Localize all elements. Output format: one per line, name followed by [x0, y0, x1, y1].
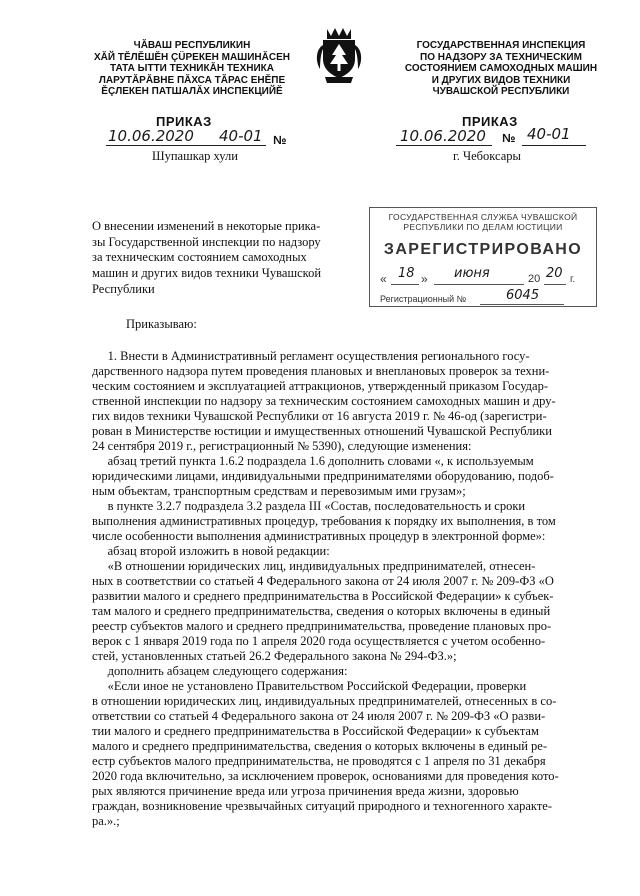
- underline: [522, 145, 586, 146]
- body-line: «Если иное не установлено Правительством Российской Федерации, проверки: [92, 679, 527, 693]
- prikazyvayu-heading: Приказываю:: [126, 317, 197, 331]
- body-line: рых являются причинение вреда или угроза причинения вреда жизни, здоровью: [92, 784, 519, 798]
- subject-line: машин и других видов техники Чувашской: [92, 266, 322, 281]
- order-title-left: ПРИКАЗ: [156, 114, 212, 129]
- subject-line: Республики: [92, 281, 155, 296]
- header-right-line: СОСТОЯНИЕМ САМОХОДНЫХ МАШИН: [404, 63, 598, 74]
- order-number-left: 40-01: [219, 127, 263, 145]
- header-right-line: ПО НАДЗОРУ ЗА ТЕХНИЧЕСКИМ: [420, 51, 582, 63]
- stamp-registered-label: ЗАРЕГИСТРИРОВАНО: [383, 241, 583, 258]
- body-line: ра.».;: [92, 814, 120, 828]
- body-line: 24 сентября 2019 г., регистрационный № 5390), следующие изменения:: [92, 439, 472, 453]
- body-line: ческим состоянием и эксплуатацией аттракционов, утвержденный приказом Государ-: [92, 379, 548, 393]
- body-line: там малого и среднего предпринимательства, сведения о которых включены в единый: [92, 604, 551, 618]
- header-left-line: ХĂЙ ТĔЛĔШĔН ÇÜРЕКЕН МАШИНĂСЕН: [94, 51, 290, 63]
- header-left-line: ЛАРУТĂРĂВНЕ ПĂХСА ТĂРАС ЕНĔПЕ: [98, 74, 286, 86]
- stamp-year-unit: г.: [570, 274, 576, 285]
- underline: [434, 284, 524, 285]
- body-line: ных в соответствии со статьей 4 Федерального закона от 24 июля 2007 г. № 209-ФЗ «О: [92, 574, 554, 588]
- body-line: ответствии со статьей 4 Федерального закона от 24 июля 2007 г. № 209-ФЗ «О разви-: [92, 709, 546, 723]
- stamp-month: июня: [454, 266, 490, 281]
- body-line: выполнения административных процедур, требования к порядку их выполнения, в том: [92, 514, 556, 528]
- stamp-reg-number: 6045: [506, 288, 540, 303]
- order-subject: [92, 219, 370, 298]
- header-right-russian: [392, 40, 610, 98]
- body-line: граждан, возникновение чрезвычайных ситуаций природного и техногенного характе-: [92, 799, 553, 813]
- city-right: г. Чебоксары: [453, 149, 521, 163]
- number-sign-left: №: [273, 133, 287, 147]
- order-number-right: 40-01: [527, 125, 571, 143]
- body-line: дарственного надзора путем проведения плановых и внеплановых проверок за техни-: [92, 364, 550, 378]
- body-line: тии малого и среднего предпринимательства в Российской Федерации» к субъектам: [92, 724, 539, 738]
- header-right-line: ЧУВАШСКОЙ РЕСПУБЛИКИ: [432, 86, 570, 97]
- stamp-authority-line: ГОСУДАРСТВЕННАЯ СЛУЖБА ЧУВАШСКОЙ: [388, 212, 578, 222]
- registration-stamp: [369, 207, 597, 307]
- order-date-left: 10.06.2020: [108, 127, 194, 145]
- stamp-year-prefix: 20: [528, 273, 541, 285]
- body-line: абзац второй изложить в новой редакции:: [92, 544, 330, 558]
- stamp-year-suffix: 20: [546, 266, 563, 281]
- underline: [391, 284, 419, 285]
- header-left-line: ĔÇЛЕКЕН ПАТШАЛĂХ ИНСПЕКЦИЙĔ: [101, 86, 283, 97]
- subject-line: за техническим состоянием самоходных: [92, 250, 307, 265]
- body-line: ственной инспекции по надзору за техническим состоянием самоходных машин и дру-: [92, 394, 556, 408]
- body-line: естр субъектов малого предпринимательства, не проводятся с 1 апреля по 31 декабря: [92, 754, 546, 768]
- body-line: реестр субъектов малого и среднего предпринимательства, проведение плановых про-: [92, 619, 552, 633]
- number-sign-right: №: [502, 131, 516, 145]
- underline: [396, 145, 492, 146]
- header-left-line: ЧĂВАШ РЕСПУБЛИКИН: [133, 40, 251, 51]
- order-date-right: 10.06.2020: [400, 127, 486, 145]
- order-title-right: ПРИКАЗ: [462, 114, 518, 129]
- chuvash-emblem-icon: [313, 25, 365, 85]
- stamp-day: 18: [398, 266, 415, 281]
- body-line: развитии малого и среднего предпринимательства в Российской Федерации» к субъек-: [92, 589, 554, 603]
- body-line: дополнить абзацем следующего содержания:: [92, 664, 348, 678]
- body-line: малого и среднего предпринимательства, сведения о которых включены в единый ре-: [92, 739, 548, 753]
- stamp-authority-line: РЕСПУБЛИКИ ПО ДЕЛАМ ЮСТИЦИИ: [403, 222, 563, 232]
- body-line: рован в Министерстве юстиции и имущественных отношений Чувашской Республики: [92, 424, 552, 438]
- header-right-line: ГОСУДАРСТВЕННАЯ ИНСПЕКЦИЯ: [416, 40, 586, 51]
- stamp-quote-close: »: [421, 272, 428, 286]
- body-line: «В отношении юридических лиц, индивидуальных предпринимателей, отнесен-: [92, 559, 536, 573]
- stamp-quote-open: «: [380, 272, 387, 286]
- body-line: в отношении юридических лиц, индивидуальных предпринимателей, отнесенных в со-: [92, 694, 557, 708]
- subject-line: О внесении изменений в некоторые прика-: [92, 219, 321, 233]
- body-line: 2020 года включительно, за исключением проверок, основаниями для проведения кото-: [92, 769, 559, 783]
- underline: [480, 304, 564, 305]
- body-line: абзац третий пункта 1.6.2 подраздела 1.6 дополнить словами «, к используемым: [92, 454, 534, 468]
- stamp-reg-label: Регистрационный №: [380, 294, 467, 304]
- underline: [106, 145, 266, 146]
- body-line: в пункте 3.2.7 подраздела 3.2 раздела III «Состав, последовательность и сроки: [92, 499, 526, 513]
- body-line: стей, установленных статьей 26.2 Федерального закона № 294-ФЗ.»;: [92, 649, 457, 663]
- underline: [544, 284, 566, 285]
- header-right-line: И ДРУГИХ ВИДОВ ТЕХНИКИ: [431, 74, 571, 86]
- body-line: числе особенности выполнения административных процедур в электронной форме»:: [92, 529, 546, 543]
- body-line: юридическими лицами, индивидуальными предпринимателями оборудованию, подоб-: [92, 469, 554, 483]
- body-line: 1. Внести в Административный регламент осуществления регионального госу-: [92, 349, 530, 363]
- body-line: верок с 1 января 2019 года по 1 апреля 2020 года осуществляется с учетом особенно-: [92, 634, 546, 648]
- body-line: гих видов техники Чувашской Республики от 16 августа 2019 г. № 46-од (зарегистри-: [92, 409, 547, 423]
- header-left-chuvash: [78, 40, 306, 98]
- city-left: Шупашкар хули: [152, 149, 238, 163]
- subject-line: зы Государственной инспекции по надзору: [92, 234, 321, 249]
- header-left-line: ТАТА ЫТТИ ТЕХНИКĂН ТЕХНИКА: [109, 63, 275, 74]
- body-line: ным объектам, транспортным средствам и перевозимым ими грузам»;: [92, 484, 466, 498]
